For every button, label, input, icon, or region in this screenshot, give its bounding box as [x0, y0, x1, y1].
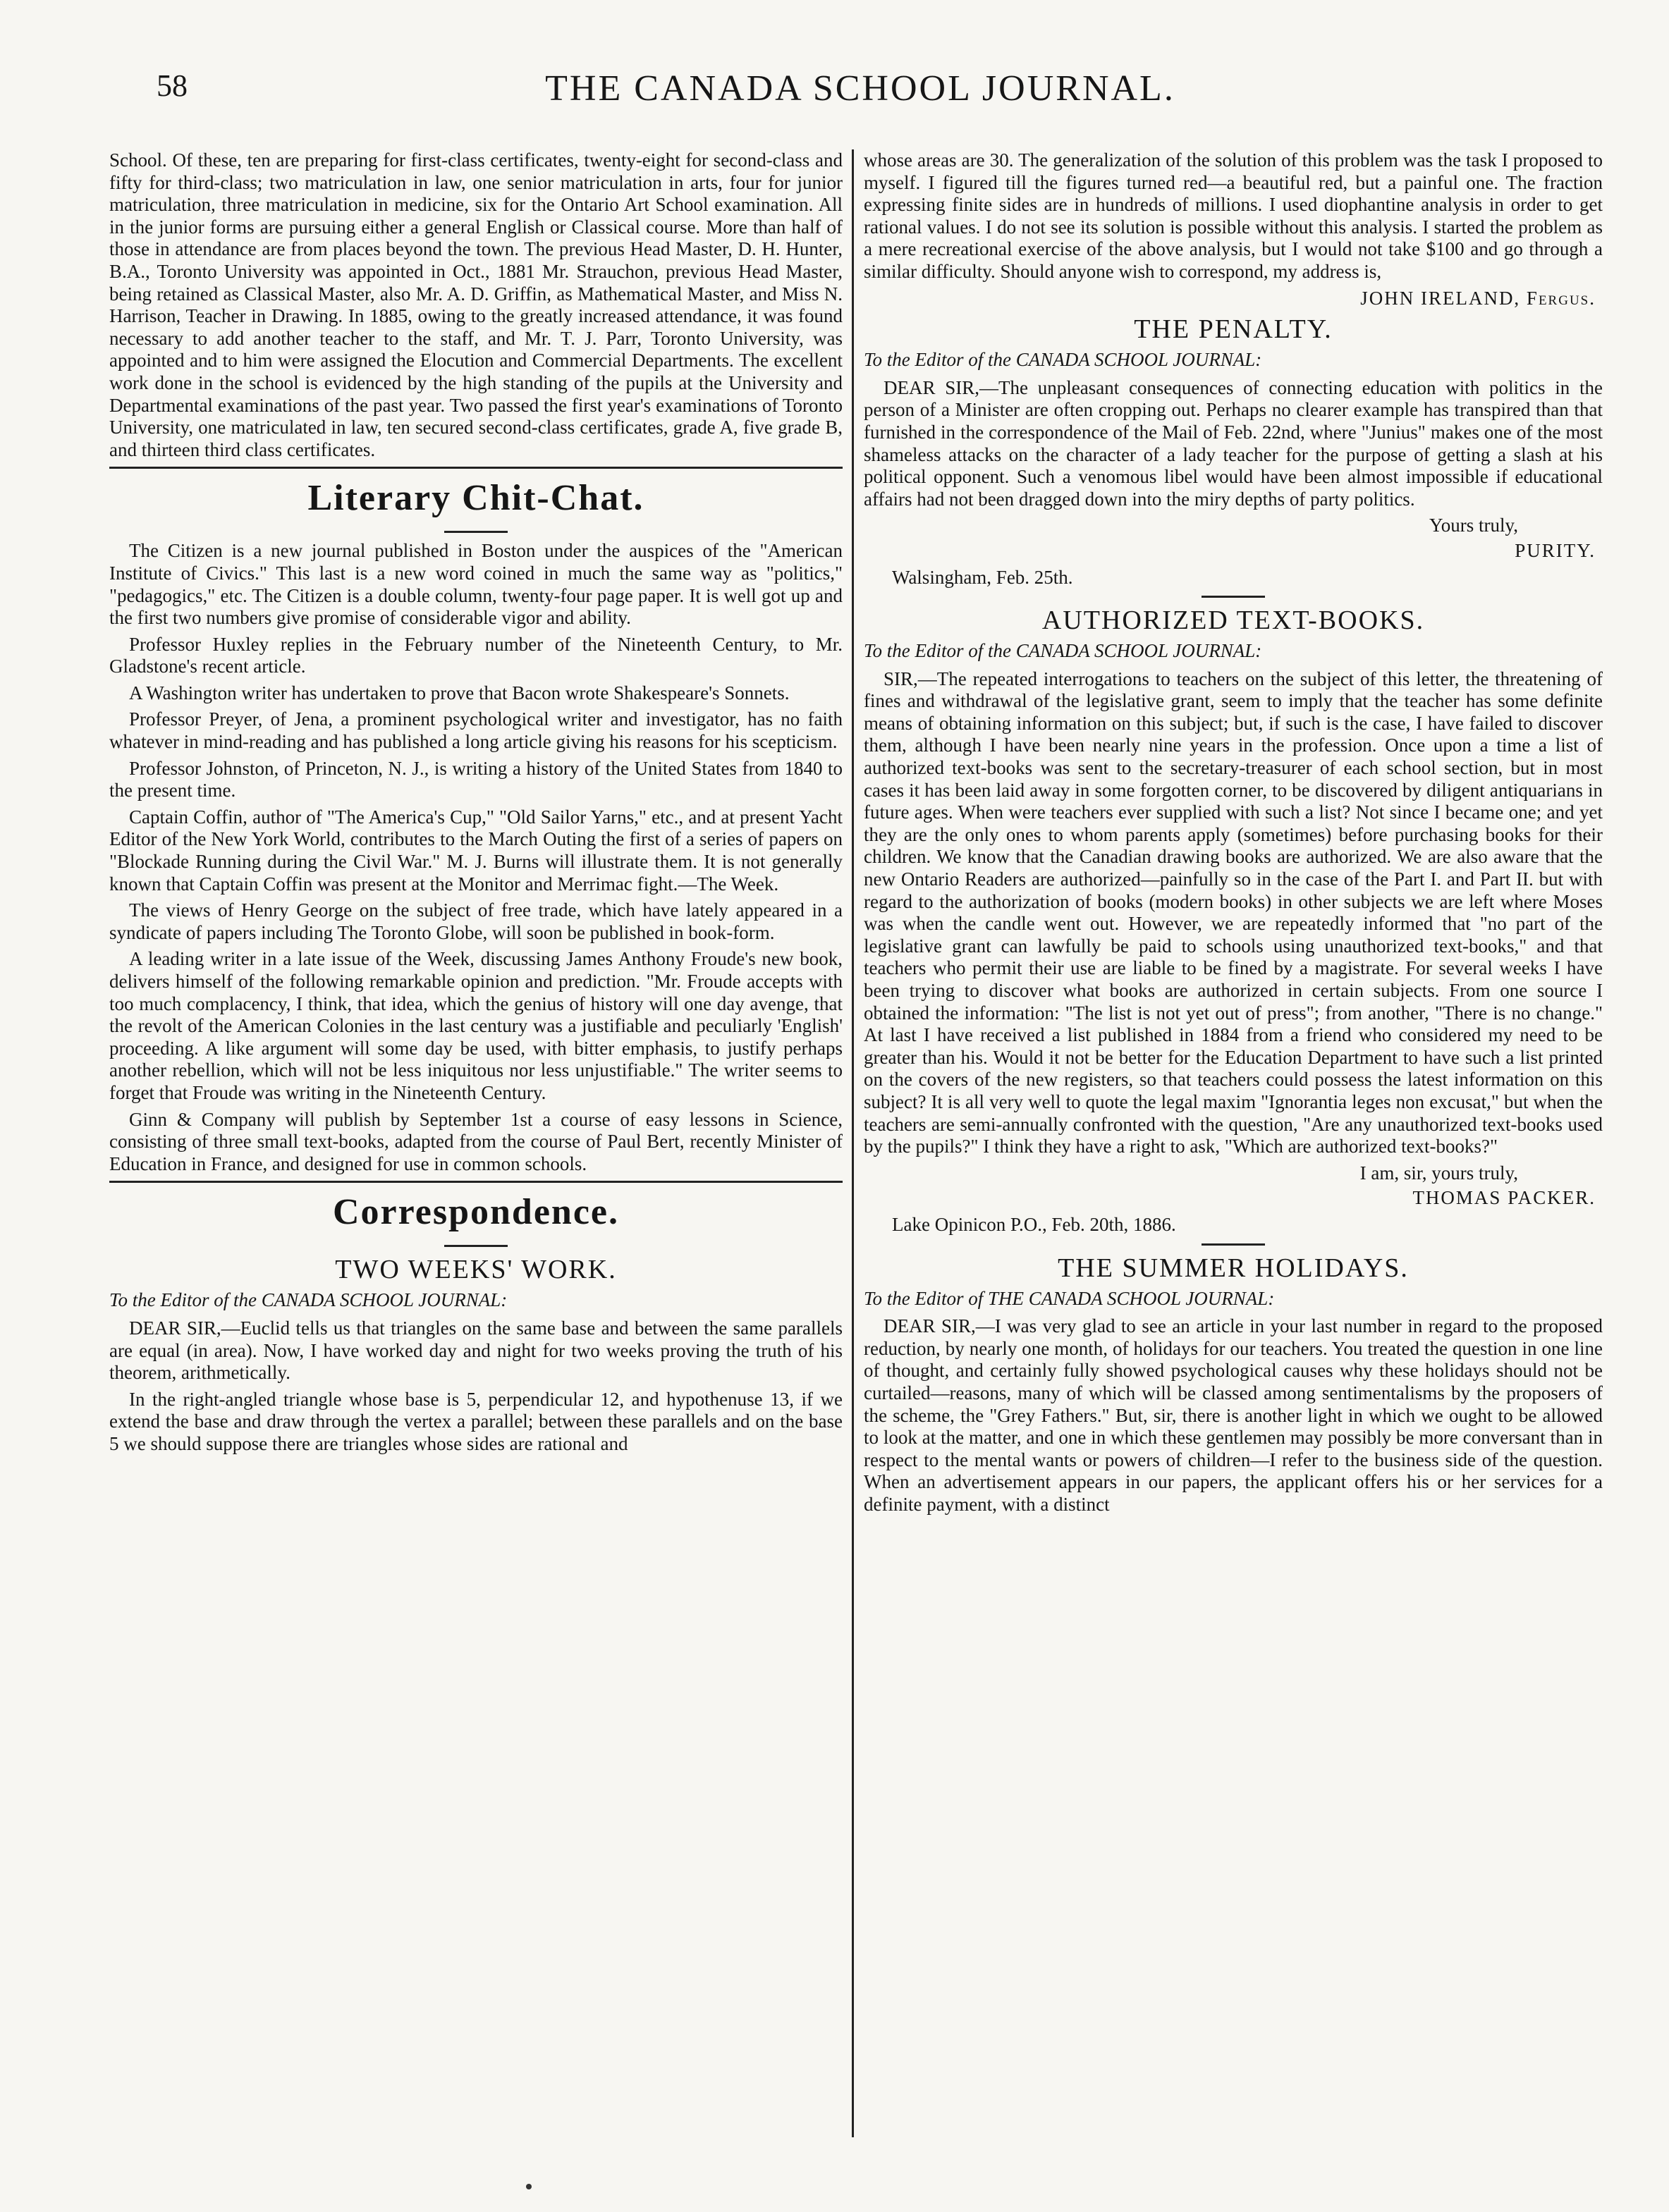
- section-divider: [109, 467, 843, 469]
- summer-heading: THE SUMMER HOLIDAYS.: [1058, 1253, 1409, 1283]
- ink-blot: [526, 2184, 532, 2189]
- textbooks-heading: AUTHORIZED TEXT-BOOKS.: [1041, 606, 1425, 636]
- editor-salutation: To the Editor of the CANADA SCHOOL JOURNAL:: [864, 640, 1262, 662]
- letter-place: Lake Opinicon P.O., Feb. 20th, 1886.: [892, 1213, 1176, 1235]
- intro-paragraph: School. Of these, ten are preparing for first-class certificates, twenty-eight for second-class and fifty for third-class; two matriculation in law, one senior matriculation in arts, four for junior matriculation, three matriculation in medicine, six for the Ontario Art School examination. All in the junior forms are pursuing either a general English or Classical course. More than half of those in attendance are from places beyond the town. The previous Head Master, D. H. Hunter, B.A., Toronto University was appointed in Oct., 1881 Mr. Strauchon, previous Head Master, being retained as Classical Master, also Mr. A. D. Griffin, as Mathematical Master, and Miss N. Harrison, Teacher in Drawing. In 1885, owing to the greatly increased attendance, it was found necessary to add another teacher to the staff, and Mr. T. J. Parr, Toronto University, was appointed and to him were assigned the Elocution and Commercial Departments. The excellent work done in the school is evidenced by the high standing of the pupils at the University and Departmental examinations of the past year. Two passed the first year's examinations of Toronto University, one matriculated in law, ten secured second-class certificates, grade A, five grade B, and thirteen third class certificates.: [109, 149, 843, 460]
- signature: PURITY.: [1515, 539, 1596, 561]
- editor-salutation: To the Editor of the CANADA SCHOOL JOURNAL:: [864, 349, 1262, 371]
- chitchat-paragraph: Professor Preyer, of Jena, a prominent psychological writer and investigator, has no faith whatever in mind-reading and has published a long article giving his reasons for his scepticism.: [109, 708, 843, 753]
- section-divider: [109, 1181, 843, 1183]
- letter-continuation: whose areas are 30. The generalization of the solution of this problem was the task I proposed to myself. I figured till the figures turned red—a beautiful red, but a painful one. The fraction expressing finite sides are in hundreds of millions. I used diophantine analysis in order to get rational values. I do not see its solution is possible without this analysis. I started the problem as a mere recreational exercise of the above analysis, but I would not take $100 and go through a similar difficulty. Should anyone wish to correspond, my address is,: [864, 149, 1603, 282]
- left-column: [109, 149, 843, 1460]
- two-weeks-heading: TWO WEEKS' WORK.: [335, 1255, 617, 1285]
- chitchat-paragraph: Captain Coffin, author of "The America's Cup," "Old Sailor Yarns," etc., and at present Yacht Editor of the New York World, contributes to the March Outing the first of a series of papers on "Blockade Running during the Civil War." M. J. Burns will illustrate them. It is not generally known that Captain Coffin was present at the Monitor and Merrimac fight.—The Week.: [109, 806, 843, 895]
- letter-paragraph: DEAR SIR,—I was very glad to see an article in your last number in regard to the proposed reduction, by nearly one month, of holidays for our teachers. You treated the question in one line of thought, and certainly fully showed psychological causes why these holidays should not be curtailed—reasons, many of which will be classed among sentimentalisms by the proposers of the scheme, the "Grey Fathers." But, sir, there is another light in which we ought to be allowed to look at the matter, and one in which these gentlemen may possibly be more conversant than in respect to the mental wants or powers of children—I refer to the business side of the question. When an advertisement appears in our papers, the applicant offers his or her services for a definite payment, with a distinct: [864, 1315, 1603, 1515]
- chitchat-paragraph: A Washington writer has undertaken to prove that Bacon wrote Shakespeare's Sonnets.: [129, 682, 790, 703]
- short-rule: [444, 1245, 508, 1247]
- chitchat-paragraph: Professor Huxley replies in the February number of the Nineteenth Century, to Mr. Gladstone's recent article.: [109, 633, 843, 677]
- letter-paragraph: SIR,—The repeated interrogations to teachers on the subject of this letter, the threatening of fines and withdrawal of the legislative grant, seem to imply that the teacher has some definite means of obtaining information on this subject; but, if such is the case, I have failed to discover them, although I have been nearly nine years in the profession. Once upon a time a list of authorized text-books was sent to the secretary-treasurer of each school section, but in most cases it has been laid away in some forgotten corner, to be discovered by diligent antiquarians in future ages. When were teachers ever supplied with such a list? Not since I became one; and yet they are the only ones to whom parents apply (sometimes) before purchasing books for their children. We know that the Canadian drawing books are authorized. We are also aware that the new Ontario Readers are authorized—painfully so in the case of the Part I. and Part II. but with regard to the authorization of books (modern books) in other subjects we are left where Moses was when the candle went out. However, we are repeatedly informed that "no part of the legislative grant can lawfully be paid to schools using unauthorized text-books," and that teachers who permit their use are liable to be fined by a magistrate. For several weeks I have been trying to discover what books are authorized in certain subjects. From one source I obtained the information: "The list is not yet out of press"; from another, "There is no change." At last I have received a list published in 1884 from a friend who considered my need to be greater than his. Would it not be better for the Education Department to have such a list printed on the covers of the new registers, so that teachers could possess the latest information on this subject? It is all very well to quote the legal maxim "Ignorantia leges non excusat," but when the teachers are semi-annually confronted with the question, "Are any unauthorized text-books used by the pupils?" I think they have a right to ask, "Which are authorized text-books?": [864, 668, 1603, 1157]
- letter-place: Walsingham, Feb. 25th.: [892, 566, 1073, 588]
- letter-closing: I am, sir, yours truly,: [1359, 1162, 1518, 1184]
- penalty-heading: THE PENALTY.: [1134, 314, 1333, 345]
- chitchat-paragraph: Professor Johnston, of Princeton, N. J., is writing a history of the United States from 1840 to the present time.: [109, 757, 843, 801]
- journal-title: THE CANADA SCHOOL JOURNAL.: [545, 68, 1175, 109]
- letter-paragraph: In the right-angled triangle whose base is 5, perpendicular 12, and hypothenuse 13, if we extend the base and draw through the vertex a parallel; between these parallels and on the base 5 we should suppose there are triangles whose sides are rational and: [109, 1388, 843, 1454]
- short-rule: [1202, 1243, 1265, 1246]
- chitchat-paragraph: A leading writer in a late issue of the Week, discussing James Anthony Froude's new book, delivers himself of the following remarkable opinion and prediction. "Mr. Froude accepts with too much complacency, I think, that idea, which the genius of history will one day avenge, that the revolt of the American Colonies in the last century was a justifiable and peculiarly 'English' proceeding. A like argument will some day be used, with bitter emphasis, to justify perhaps another rebellion, which will not be less iniquitous nor less unjustifiable." The writer seems to forget that Froude was writing in the Nineteenth Century.: [109, 948, 843, 1103]
- short-rule: [444, 531, 508, 533]
- letter-paragraph: DEAR SIR,—The unpleasant consequences of connecting education with politics in the person of a Minister are often cropping out. Perhaps no clearer example has transpired than that furnished in the correspondence of the Mail of Feb. 22nd, where "Junius" makes one of the most shameless attacks on the character of a lady teacher for the purpose of getting a slash at his political opponent. Such a venomous libel would have been almost impossible if educational affairs had not been dragged down into the miry depths of party politics.: [864, 376, 1603, 510]
- chitchat-paragraph: The Citizen is a new journal published in Boston under the auspices of the "American Institute of Civics." This last is a new word coined in much the same way as "politics," "pedagogics," etc. The Citizen is a double column, twenty-four page paper. It is well got up and the first two numbers give promise of considerable vigor and ability.: [109, 540, 843, 629]
- editor-salutation: To the Editor of the CANADA SCHOOL JOURNAL:: [109, 1289, 508, 1311]
- chitchat-paragraph: The views of Henry George on the subject of free trade, which have lately appeared in a syndicate of papers including The Toronto Globe, will soon be published in book-form.: [109, 899, 843, 943]
- signature: THOMAS PACKER.: [1412, 1187, 1596, 1209]
- correspondence-heading: Correspondence.: [332, 1192, 619, 1233]
- letter-paragraph: DEAR SIR,—Euclid tells us that triangles on the same base and between the same parallels are equal (in area). Now, I have worked day and night for two weeks proving the truth of his theorem, arithmetically.: [109, 1317, 843, 1384]
- chitchat-paragraph: Ginn & Company will publish by September 1st a course of easy lessons in Science, consisting of three small text-books, adapted from the course of Paul Bert, recently Minister of Education in France, and designed for use in common schools.: [109, 1108, 843, 1174]
- chitchat-heading: Literary Chit-Chat.: [307, 478, 644, 519]
- page-number: 58: [157, 68, 188, 103]
- page-header: [120, 68, 1601, 114]
- editor-salutation: To the Editor of THE CANADA SCHOOL JOURNAL:: [864, 1287, 1275, 1309]
- letter-closing: Yours truly,: [1429, 515, 1518, 536]
- short-rule: [1202, 596, 1265, 598]
- right-column: [864, 149, 1603, 1520]
- column-divider: [852, 149, 854, 2137]
- signature: JOHN IRELAND, Fergus.: [1360, 287, 1596, 309]
